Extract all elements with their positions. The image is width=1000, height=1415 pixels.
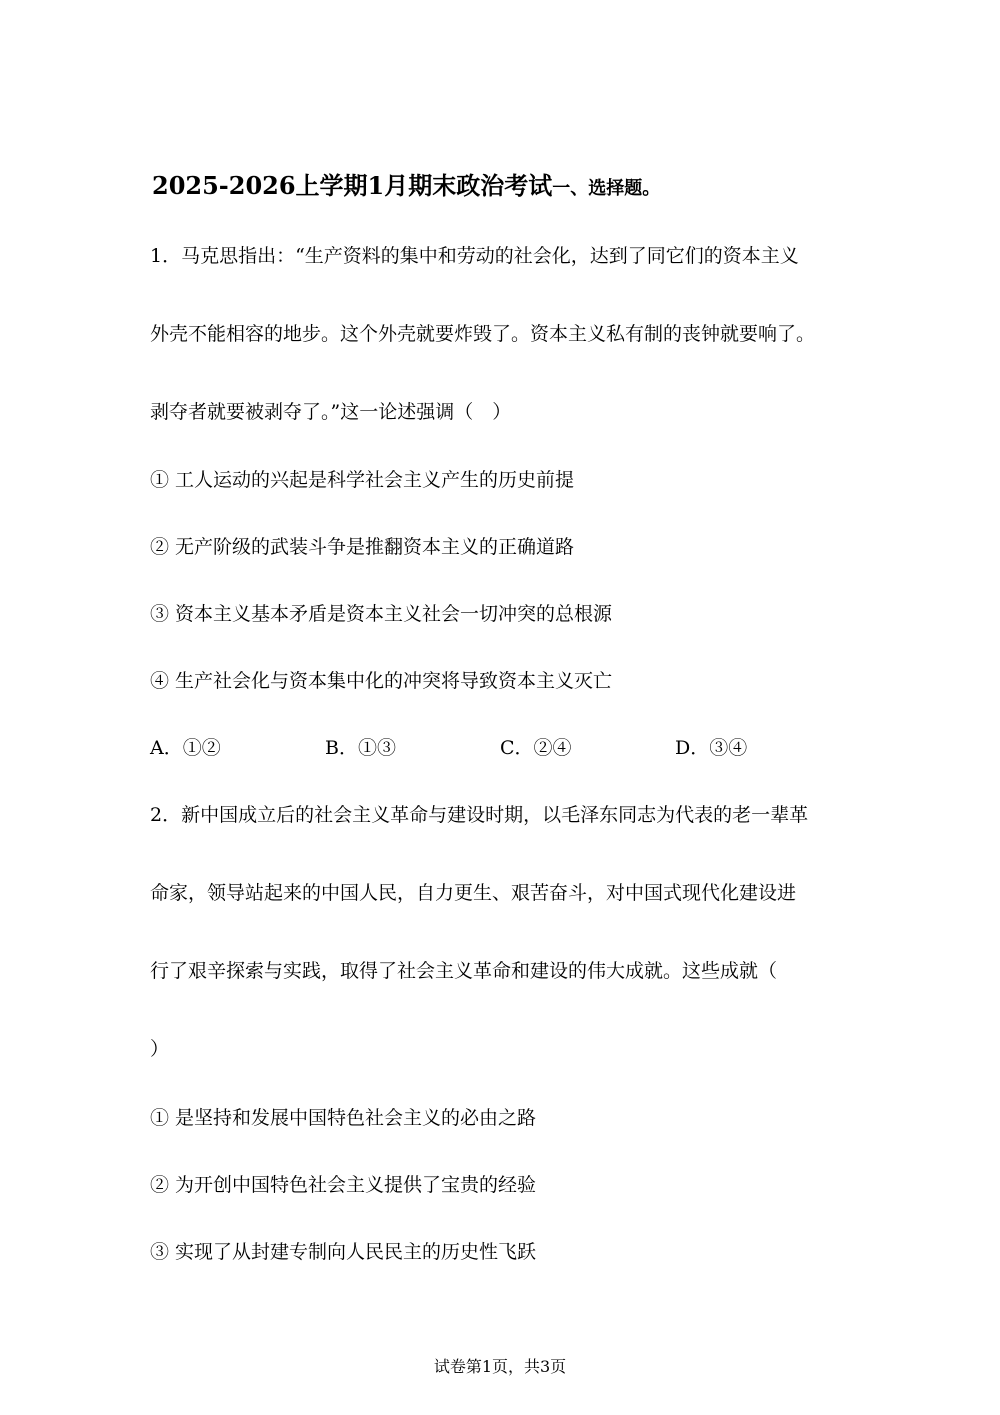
section-heading: 一、选择题。 [552, 178, 661, 199]
question-1-choice-c[interactable]: C．②④ [500, 737, 572, 759]
page-footer: 试卷第1页，共3页 [433, 1357, 567, 1376]
question-1-statement-3: ③ 资本主义基本矛盾是资本主义社会一切冲突的总根源 [150, 603, 613, 625]
question-1-stem-line-2: 外壳不能相容的地步。这个外壳就要炸毁了。资本主义私有制的丧钟就要响了。 [150, 323, 816, 345]
question-2-statement-2: ② 为开创中国特色社会主义提供了宝贵的经验 [150, 1174, 537, 1196]
question-1-statement-1: ① 工人运动的兴起是科学社会主义产生的历史前提 [150, 469, 575, 491]
question-2-stem-line-3: 行了艰辛探索与实践，取得了社会主义革命和建设的伟大成就。这些成就（ [150, 960, 778, 982]
exam-title [152, 168, 660, 207]
question-1-stem-line-1: 1．马克思指出：“生产资料的集中和劳动的社会化，达到了同它们的资本主义 [150, 245, 799, 267]
document-title: 2025-2026上学期1月期末政治考试 [152, 171, 553, 200]
question-2-statement-3: ③ 实现了从封建专制向人民民主的历史性飞跃 [150, 1241, 537, 1263]
question-1-choice-d[interactable]: D．③④ [675, 737, 748, 759]
question-2-stem-line-2: 命家，领导站起来的中国人民，自力更生、艰苦奋斗，对中国式现代化建设进 [150, 882, 797, 904]
question-2-stem-line-1: 2．新中国成立后的社会主义革命与建设时期，以毛泽东同志为代表的老一辈革 [150, 804, 809, 826]
question-1-choice-b[interactable]: B．①③ [325, 737, 396, 759]
question-2-stem-line-4: ） [150, 1038, 170, 1060]
question-1-statement-4: ④ 生产社会化与资本集中化的冲突将导致资本主义灭亡 [150, 670, 613, 692]
question-2-statement-1: ① 是坚持和发展中国特色社会主义的必由之路 [150, 1107, 537, 1129]
question-1-stem-line-3: 剥夺者就要被剥夺了。”这一论述强调（ ） [150, 401, 512, 423]
question-1-statement-2: ② 无产阶级的武装斗争是推翻资本主义的正确道路 [150, 536, 575, 558]
question-1-choice-a[interactable]: A．①② [150, 737, 221, 759]
